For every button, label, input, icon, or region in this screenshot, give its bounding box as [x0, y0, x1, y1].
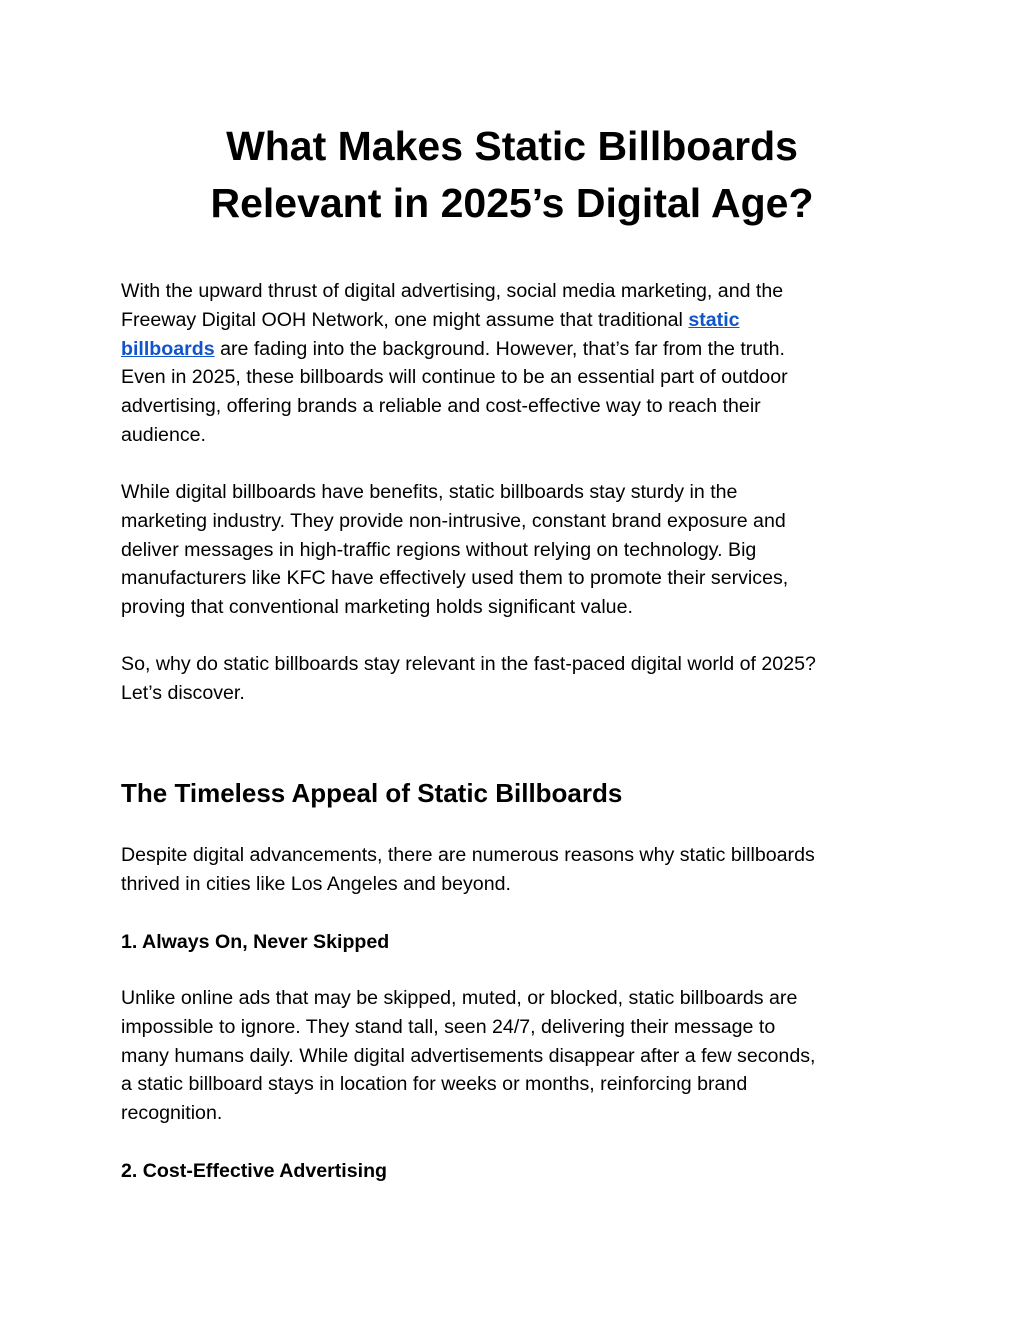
para2-line-4: manufacturers like KFC have effectively used them to promote their services,: [121, 567, 789, 590]
item-1-heading: 1. Always On, Never Skipped: [121, 931, 390, 953]
item1-line-3: many humans daily. While digital advertisements disappear after a few seconds,: [121, 1044, 816, 1067]
para2-line-2: marketing industry. They provide non-intrusive, constant brand exposure and: [121, 509, 786, 532]
intro-line-6: audience.: [121, 423, 206, 446]
second-paragraph: [121, 478, 911, 622]
section-heading: The Timeless Appeal of Static Billboards: [121, 778, 623, 808]
para2-line-3: deliver messages in high-traffic regions without relying on technology. Big: [121, 538, 757, 561]
static-billboards-link-part-1[interactable]: static: [688, 308, 740, 331]
item1-line-1: Unlike online ads that may be skipped, muted, or blocked, static billboards are: [121, 987, 798, 1009]
para2-line-5: proving that conventional marketing holds significant value.: [121, 596, 633, 619]
item-1-paragraph: [121, 984, 911, 1128]
item1-line-2: impossible to ignore. They stand tall, seen 24/7, delivering their message to: [121, 1015, 776, 1038]
intro-paragraph: [121, 277, 911, 450]
para3-line-1: So, why do static billboards stay relevant in the fast-paced digital world of 2025?: [121, 653, 816, 675]
intro-line-2-text: Freeway Digital OOH Network, one might assume that traditional: [121, 308, 689, 331]
page-title: [100, 118, 924, 232]
static-billboards-link-part-2[interactable]: billboards: [121, 337, 215, 360]
item1-line-5: recognition.: [121, 1102, 223, 1125]
title-line-2: Relevant in 2025’s Digital Age?: [210, 180, 814, 226]
section-intro-line-1: Despite digital advancements, there are numerous reasons why static billboards: [121, 844, 815, 866]
intro-line-3: [121, 335, 911, 364]
section-intro-line-2: thrived in cities like Los Angeles and beyond.: [121, 872, 511, 895]
third-paragraph: [121, 650, 911, 708]
para2-line-1: While digital billboards have benefits, static billboards stay sturdy in the: [121, 481, 738, 503]
title-line-1: What Makes Static Billboards: [226, 123, 798, 169]
intro-line-3-text: are fading into the background. However, that’s far from the truth.: [214, 337, 785, 360]
item-2-heading: 2. Cost-Effective Advertising: [121, 1160, 388, 1182]
intro-line-2: [121, 306, 911, 335]
intro-line-4: Even in 2025, these billboards will continue to be an essential part of outdoor: [121, 366, 788, 389]
item1-line-4: a static billboard stays in location for weeks or months, reinforcing brand: [121, 1073, 748, 1096]
intro-line-1: With the upward thrust of digital advertising, social media marketing, and the: [121, 280, 784, 302]
intro-line-5: advertising, offering brands a reliable and cost-effective way to reach their: [121, 395, 761, 418]
para3-line-2: Let’s discover.: [121, 681, 245, 704]
section-intro-paragraph: [121, 841, 911, 899]
